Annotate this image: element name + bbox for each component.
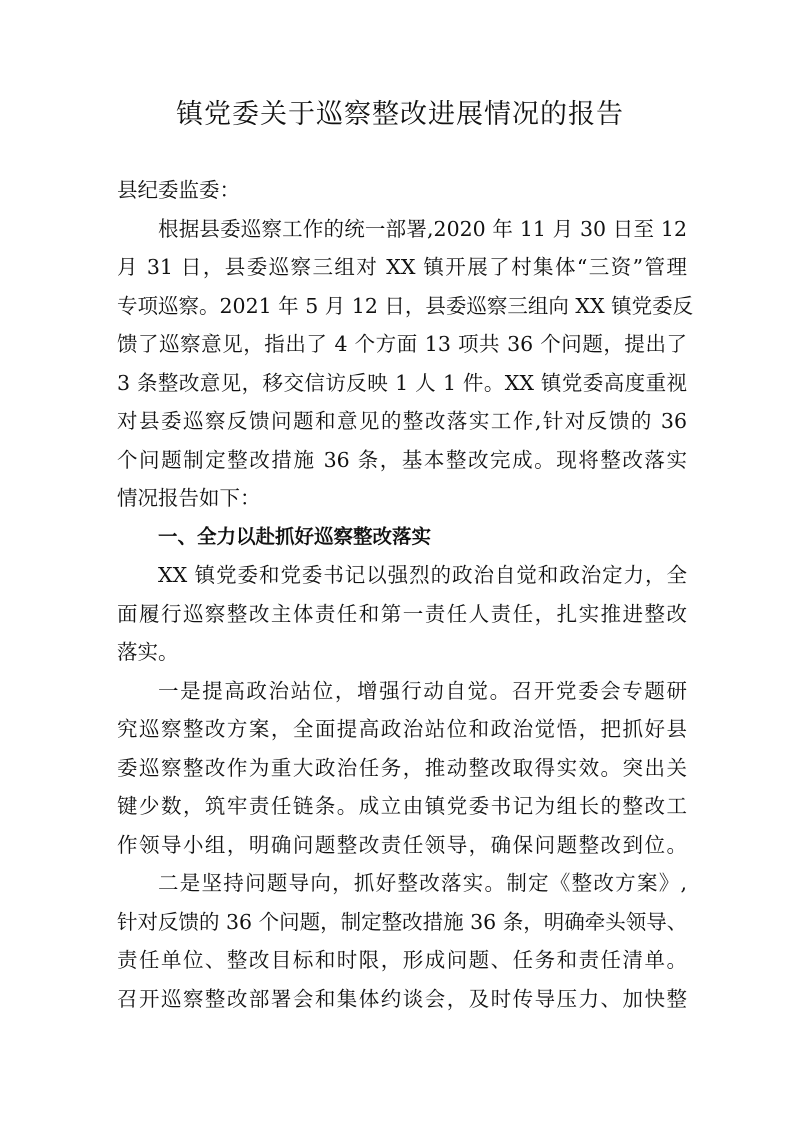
paragraph-line: 对县委巡察反馈问题和意见的整改落实工作,针对反馈的 36 — [117, 409, 687, 433]
paragraph-line: 一是提高政治站位，增强行动自觉。召开党委会专题研 — [158, 678, 687, 703]
paragraph-line: 落实。 — [117, 640, 179, 664]
paragraph-2 — [117, 556, 687, 672]
paragraph-line: 委巡察整改作为重大政治任务，推动整改取得实效。突出关 — [117, 755, 687, 780]
paragraph-line: XX 镇党委和党委书记以强烈的政治自觉和政治定力，全 — [158, 563, 687, 587]
salutation: 县纪委监委： — [117, 178, 240, 202]
paragraph-line: 针对反馈的 36 个问题，制定整改措施 36 条，明确牵头领导、 — [117, 909, 688, 934]
document-title: 镇党委关于巡察整改进展情况的报告 — [176, 99, 624, 130]
paragraph-line: 键少数，筑牢责任链条。成立由镇党委书记为组长的整改工 — [117, 794, 687, 818]
paragraph-line: 责任单位、整改目标和时限，形成问题、任务和责任清单。 — [117, 948, 687, 972]
paragraph-1 — [117, 210, 694, 518]
paragraph-line: 二是坚持问题导向，抓好整改落实。制定《整改方案》, — [158, 871, 687, 895]
paragraph-line: 月 31 日，县委巡察三组对 XX 镇开展了村集体“三资”管理 — [117, 255, 687, 279]
section-heading: 一、全力以赴抓好巡察整改落实 — [158, 524, 432, 548]
paragraph-line: 馈了巡察意见，指出了 4 个方面 13 项共 36 个问题，提出了 — [117, 332, 687, 356]
document-body — [117, 171, 694, 1018]
paragraph-line: 3 条整改意见，移交信访反映 1 人 1 件。XX 镇党委高度重视 — [117, 370, 687, 395]
paragraph-line: 专项巡察。2021 年 5 月 12 日，县委巡察三组向 XX 镇党委反 — [117, 293, 694, 318]
paragraph-3 — [117, 672, 687, 865]
paragraph-line: 作领导小组，明确问题整改责任领导，确保问题整改到位。 — [117, 832, 687, 857]
paragraph-line: 面履行巡察整改主体责任和第一责任人责任，扎实推进整改 — [117, 601, 687, 626]
paragraph-line: 个问题制定整改措施 36 条，基本整改完成。现将整改落实 — [117, 447, 687, 472]
paragraph-line: 根据县委巡察工作的统一部署,2020 年 11 月 30 日至 12 — [158, 216, 687, 241]
paragraph-line: 情况报告如下： — [117, 486, 261, 510]
paragraph-line: 究巡察整改方案，全面提高政治站位和政治觉悟，把抓好县 — [117, 717, 687, 741]
paragraph-line: 召开巡察整改部署会和集体约谈会，及时传导压力、加快整 — [117, 986, 687, 1011]
paragraph-4 — [117, 864, 687, 1018]
